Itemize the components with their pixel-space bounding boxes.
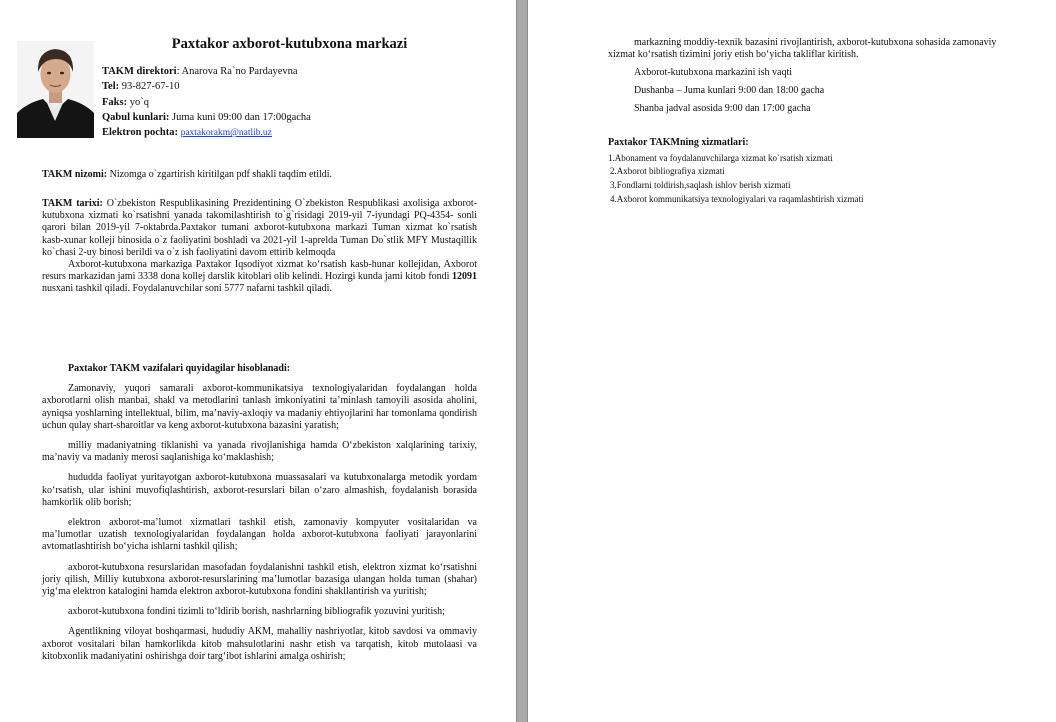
schedule-saturday: Shanba jadval asosida 9:00 dan 17:00 gacha [634, 103, 811, 114]
service-item: 4.Axborot kommunikatsiya texnologiyalari va raqamlashtirish xizmati [610, 194, 864, 204]
vazifa-item: milliy madaniyatning tiklanishi va yanada rivojlanishiga hamda O‘zbekiston xalqlarining tarixiy, ma’naviy va madaniy merosi saqlanishiga ko‘maklashish; [42, 440, 477, 464]
vazifalar-section [42, 363, 477, 663]
schedule-title: Axborot-kutubxona markazini ish vaqti [634, 67, 793, 78]
director-value: : Anarova Ra`no Pardayevna [176, 66, 298, 77]
nizom-text: Nizomga o`zgartirish kiritilgan pdf shakli taqdim etildi. [107, 169, 333, 180]
book-fund-count: 12091 [452, 271, 477, 283]
nizom-label: TAKM nizomi: [42, 169, 108, 180]
fax-row [102, 95, 311, 110]
vazifa-item: Agentlikning viloyat boshqarmasi, hududiy AKM, mahalliy nashriyotlar, kitob savdosi va ommaviy axborot vositalari bilan hamkorlikda kitob mahsulotlarini nashr etish va tarqatish, kitob mutolaasi va kitobxonlik madaniyatini oshirishga doir targ‘ibot ishlarini amalga oshirish; [42, 626, 477, 662]
vazifa-item: elektron axborot-ma’lumot xizmatlari tashkil etish, zamonaviy kompyuter vositalaridan va ma’lumotlar uzatish texnologiyalaridan foydalangan holda axborot-kutubxona faoliyati jarayonlarini avtomatlashtirish bo‘yicha ishlarni tashkil qilish; [42, 517, 477, 553]
director-label: TAKM direktori [102, 66, 177, 77]
fax-label: Faks: [102, 96, 128, 108]
tel-row [102, 79, 311, 94]
vazifa-item: axborot-kutubxona fondini tizimli to‘ldirib borish, nashrlarning bibliografik yozuvini yuritish; [68, 606, 445, 618]
service-item: 1.Abonament va foydalanuvchilarga xizmat ko`rsatish xizmati [608, 153, 833, 163]
tarix-p2-post: nusxani tashkil qiladi. Foydalanuvchilar soni 5777 nafarni tashkil qiladi. [42, 283, 332, 295]
vazifalar-heading: Paxtakor TAKM vazifalari quyidagilar hisoblanadi: [68, 363, 291, 374]
services-heading: Paxtakor TAKMning xizmatlari: [608, 137, 749, 148]
director-photo [17, 41, 94, 138]
service-item: 2.Axborot bibliografiya xizmati [610, 166, 725, 176]
tarix-text: O`zbekiston Respublikasining Prezidentining O`zbekiston Respublikasi axolisiga axborot-kutubxona xizmati ko`rsatishni yanada takomilashtirish to`g`risidagi 2019-yil 7-iyundagi PQ-4354- sonli qarori bilan 2019-yil 7-oktabrda.Paxtakor tumani axborot-kutubxona markazi Tuman xizmat ko`rsatish kasb-xunar kolleji binosida o`z faoliyatini boshladi va 2021-yil 1-aprelda Tuman Do`stlik MFY Mustaqillik ko`chasi 2-uy binosi berildi va o`z ish faoliyatini davom ettirib kelmoqda [42, 198, 477, 258]
tarix-p2-pre: Axborot-kutubxona markaziga Paxtakor Iqsodiyot xizmat ko‘rsatish kasb-hunar kollejidan, Axborot resurs markazidan jami 3338 dona kollej darslik kitoblari olib kelindi. Hozirgi kunda jami kitob fondi [42, 259, 477, 283]
vazifa-item: Zamonaviy, yuqori samarali axborot-kommunikatsiya texnologiyalaridan foydalangan holda axborotlarni olish manbai, shakl va metodlarini tanlash imkoniyatini ta’minlash tamoyili asosida aholini, ayniqsa yoshlarning intellektual, bilim, ma’naviy-axloqiy va madaniy ehtiyojlarini har tomonlama qondirish uchun qulay shart-sharoitlar va keng axborot-kutubxona bazasini yaratish; [42, 383, 477, 431]
tel-value: 93-827-67-10 [119, 81, 180, 93]
hours-label: Qabul kunlari: [102, 111, 170, 123]
hours-row [102, 110, 311, 125]
director-row [102, 64, 311, 79]
nizom-section [42, 169, 477, 181]
tel-label: Tel: [102, 81, 120, 93]
tarix-section [42, 198, 477, 296]
document-page-2 [528, 0, 1056, 722]
email-link[interactable]: paxtakorakm@natlib.uz [180, 128, 272, 139]
vazifa-item: hududda faoliyat yuritayotgan axborot-kutubxona muassasalari va kutubxonalarga metodik yordam ko‘rsatish, ular ishini muvofiqlashtirish, axborot-resurslari bilan o‘zaro almashish, foydalanish borasida hamkorlik olib borish; [42, 472, 477, 508]
tarix-label: TAKM tarixi: [42, 198, 103, 209]
schedule-weekdays: Dushanba – Juma kunlari 9:00 dan 18:00 gacha [634, 85, 825, 96]
continuation-line-1: markazning moddiy-texnik bazasini rivojlantirish, axborot-kutubxona sohasida zamonaviy [634, 37, 997, 48]
vazifa-item: axborot-kutubxona resurslaridan masofadan foydalanishni tashkil etish, elektron xizmat ko‘rsatishni joriy qilish, Milliy kutubxona axborot-resurslarining ma’lumotlar bazasiga ulangan holda tuman (shahar) yig‘ma elektron katalogini hamda elektron axborot-kutubxona fondini shakllantirish va yuritish; [42, 561, 477, 598]
email-row [102, 125, 311, 141]
document-page-1 [0, 0, 516, 722]
contact-info [102, 64, 311, 141]
fax-value: yo`q [127, 96, 149, 108]
page-gutter [516, 0, 528, 722]
continuation-line-2: xizmat ko‘rsatish tizimini joriy etish bo‘yicha takliflar kiritish. [608, 49, 859, 60]
gutter-edge-left [516, 0, 517, 722]
hours-value: Juma kuni 09:00 dan 17:00gacha [169, 111, 311, 123]
document-title: Paxtakor axborot-kutubxona markazi [171, 36, 408, 52]
service-item: 3.Fondlarni toldirish,saqlash ishlov berish xizmati [610, 180, 791, 190]
email-label: Elektron pochta: [102, 127, 178, 139]
